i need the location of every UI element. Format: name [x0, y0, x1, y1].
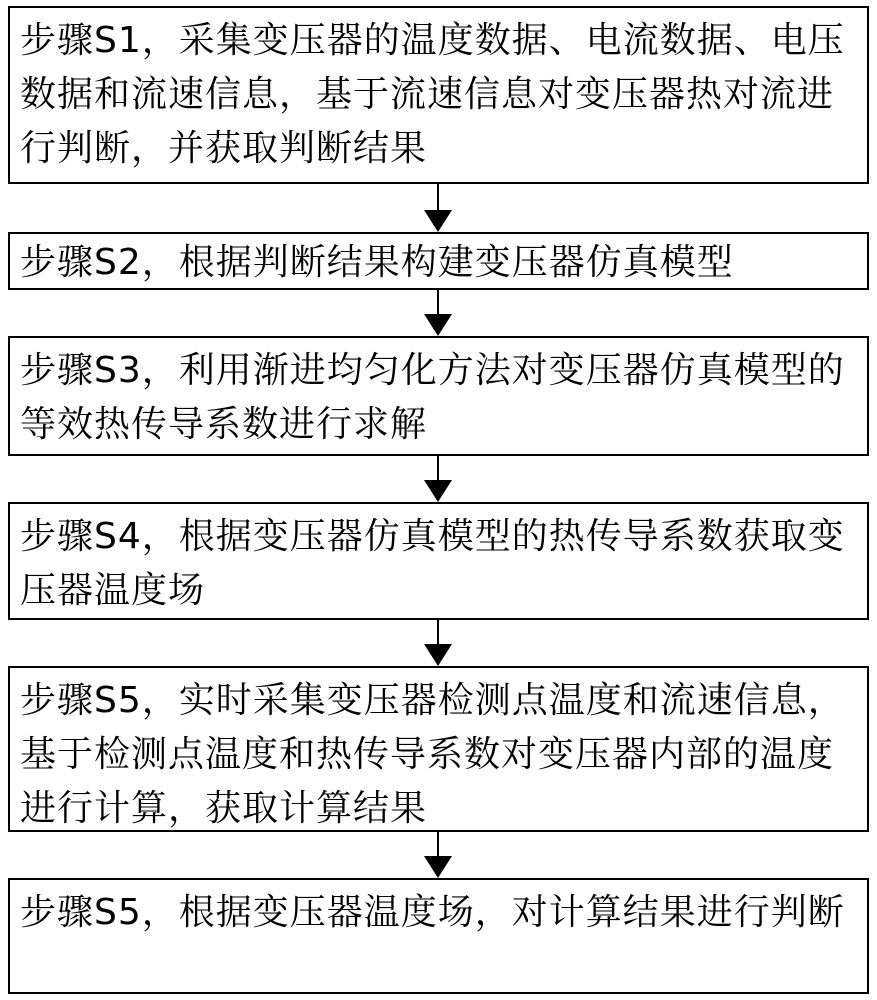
- arrow-5-6: [424, 832, 452, 878]
- step-box-5: [8, 666, 869, 832]
- arrow-2-3: [424, 290, 452, 336]
- arrow-1-2: [424, 184, 452, 232]
- step-text-1: 步骤S1，采集变压器的温度数据、电流数据、电压数据和流速信息，基于流速信息对变压器热对流进行判断，并获取判断结果: [20, 20, 845, 169]
- step-text-5: 步骤S5，实时采集变压器检测点温度和流速信息，基于检测点温度和热传导系数对变压器内部的温度进行计算，获取计算结果: [20, 680, 845, 829]
- step-box-2: [8, 232, 869, 290]
- step-text-4: 步骤S4，根据变压器仿真模型的热传导系数获取变压器温度场: [20, 516, 845, 611]
- step-box-4: [8, 502, 869, 620]
- step-box-1: [8, 6, 869, 184]
- step-text-2: 步骤S2，根据判断结果构建变压器仿真模型: [20, 242, 734, 283]
- step-box-6: [8, 878, 869, 994]
- step-text-3: 步骤S3，利用渐进均匀化方法对变压器仿真模型的等效热传导系数进行求解: [20, 350, 845, 445]
- step-text-6: 步骤S5，根据变压器温度场，对计算结果进行判断: [20, 892, 845, 933]
- step-box-3: [8, 336, 869, 456]
- arrow-3-4: [424, 456, 452, 502]
- arrow-4-5: [424, 620, 452, 666]
